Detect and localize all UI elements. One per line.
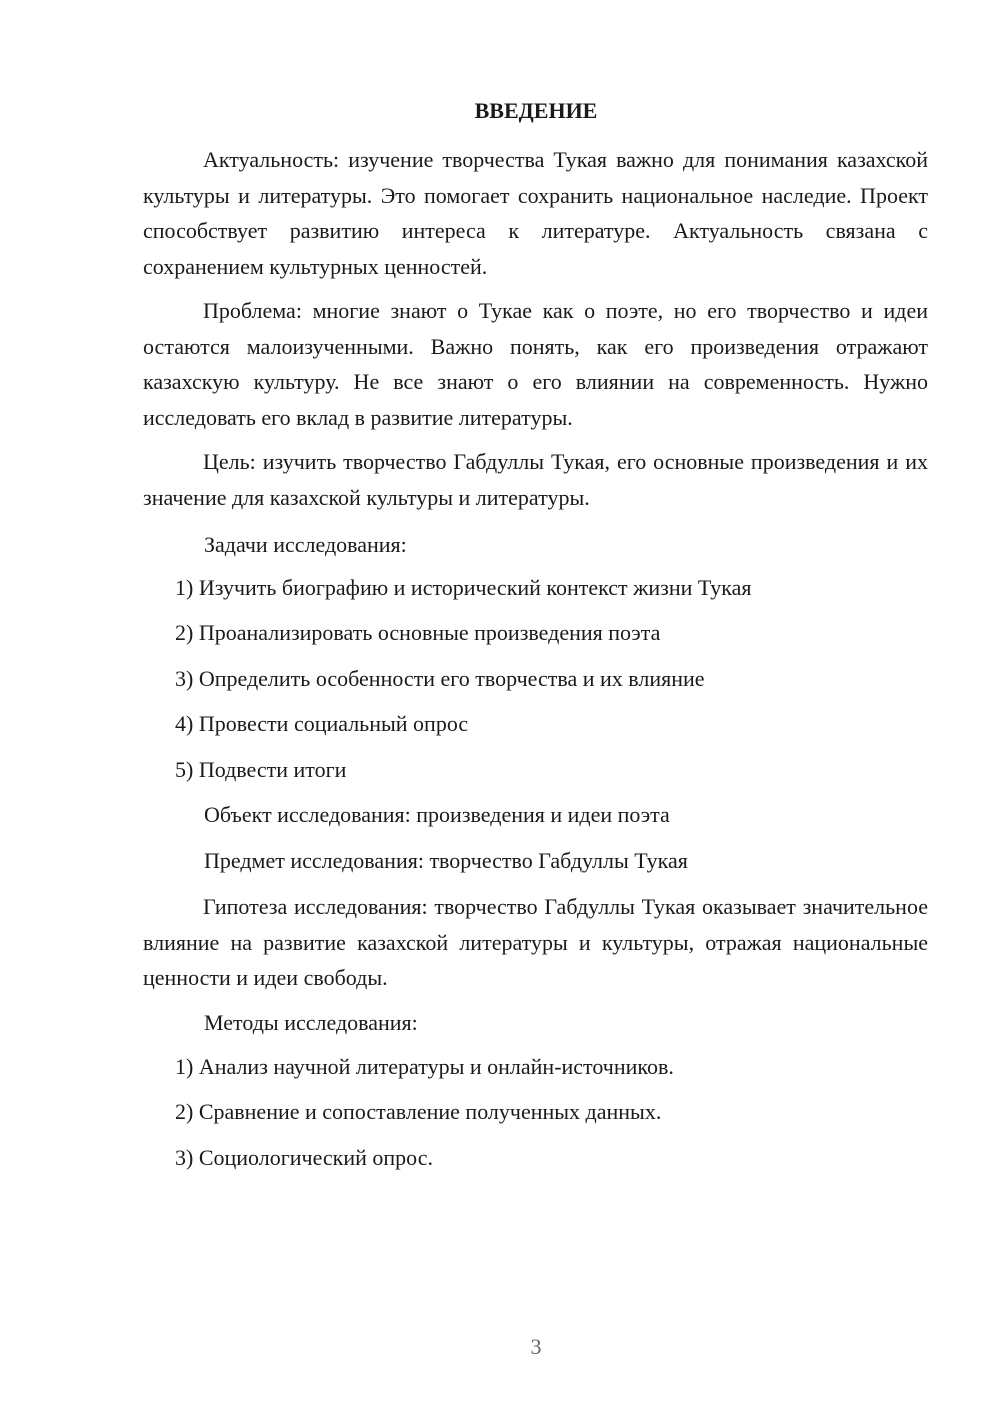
goal-paragraph: Цель: изучить творчество Габдуллы Тукая, его основные произведения и их значение для казахской культуры и литературы. bbox=[143, 449, 928, 510]
problem-paragraph: Проблема: многие знают о Тукае как о поэте, но его творчество и идеи остаются малоизученными. Важно понять, как его произведения отражают казахскую культуру. Не все знают о его влиянии на современность. Нужно исследовать его вклад в развитие литературы. bbox=[143, 298, 928, 430]
task-item: 2) Проанализировать основные произведения поэта bbox=[175, 620, 661, 645]
tasks-heading: Задачи исследования: bbox=[204, 532, 407, 557]
research-object: Объект исследования: произведения и идеи поэта bbox=[204, 802, 670, 827]
research-subject: Предмет исследования: творчество Габдуллы Тукая bbox=[204, 848, 688, 873]
task-item: 4) Провести социальный опрос bbox=[175, 711, 469, 736]
method-item: 3) Социологический опрос. bbox=[175, 1145, 433, 1170]
page-number: 3 bbox=[530, 1334, 542, 1359]
methods-heading: Методы исследования: bbox=[204, 1010, 418, 1035]
task-item: 3) Определить особенности его творчества и их влияние bbox=[175, 666, 705, 691]
method-item: 2) Сравнение и сопоставление полученных данных. bbox=[175, 1099, 662, 1124]
hypothesis-paragraph: Гипотеза исследования: творчество Габдуллы Тукая оказывает значительное влияние на развитие казахской литературы и культуры, отражая национальные ценности и идеи свободы. bbox=[143, 894, 928, 990]
task-item: 1) Изучить биографию и исторический контекст жизни Тукая bbox=[175, 575, 752, 600]
section-title: ВВЕДЕНИЕ bbox=[474, 98, 598, 123]
task-item: 5) Подвести итоги bbox=[175, 757, 347, 782]
relevance-paragraph: Актуальность: изучение творчества Тукая важно для понимания казахской культуры и литературы. Это помогает сохранить национальное наследие. Проект способствует развитию интереса к литературе. Актуальность связана с сохранением культурных ценностей. bbox=[143, 147, 928, 279]
method-item: 1) Анализ научной литературы и онлайн-источников. bbox=[175, 1054, 674, 1079]
